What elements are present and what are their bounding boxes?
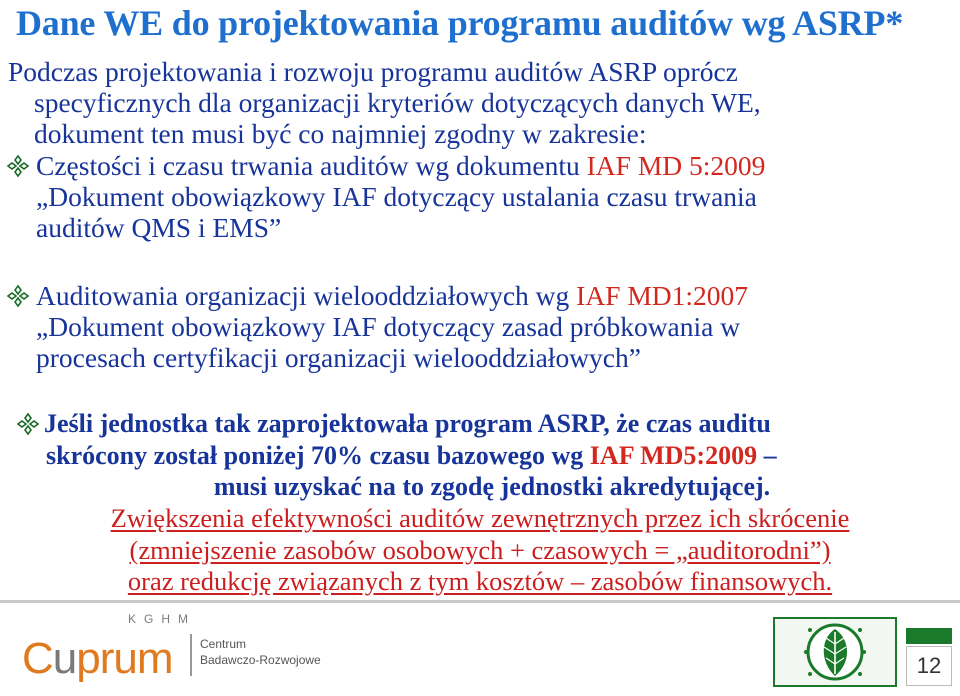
bullet-audit-duration [0,150,950,243]
intro-paragraph [8,56,948,149]
bullet-3-line-1: Jeśli jednostka tak zaprojektowała program ASRP, że czas auditu [44,409,771,438]
bullet-2-line-3: procesach certyfikacji organizacji wielooddziałowych” [36,342,641,373]
bullet-2-text: Auditowania organizacji wielooddziałowych wg [36,280,577,311]
centrum-line-2: Badawczo-Rozwojowe [200,653,321,667]
bullet-1-line-3: auditów QMS i EMS” [36,212,282,243]
bullet-2-ref: IAF MD1:2007 [576,280,749,311]
closing-line-1: Zwiększenia efektywności auditów zewnętrznych przez ich skrócenie [110,503,850,533]
intro-line-1: Podczas projektowania i rozwoju programu auditów ASRP oprócz [8,56,738,87]
cuprum-rest: prum [76,634,173,683]
slide-title: Dane WE do projektowania programu auditów wg ASRP* [16,3,904,43]
bullet-1-ref: IAF MD 5:2009 [586,150,766,181]
bullet-3-dash: – [757,440,777,470]
diamond-bullet-icon [16,412,40,436]
footer-divider [0,600,960,603]
closing-line-2: (zmniejszenie zasobów osobowych + czasowych = „auditorodni”) [129,534,831,565]
kghm-wordmark: KGHM [128,612,196,626]
cuprum-letter-c: C [22,634,53,683]
centrum-label [200,636,321,668]
cuprum-letter-u: u [52,634,77,683]
accreditation-badge-icon [770,614,900,690]
bullet-3-line-2: skrócony został poniżej 70% czasu bazowego wg [46,440,590,470]
logo-separator [190,634,192,676]
bullet-1-text: Częstości i czasu trwania auditów wg dokumentu [36,150,587,181]
cuprum-wordmark [22,634,173,684]
centrum-line-1: Centrum [200,637,247,651]
closing-line-3: oraz redukcję związanych z tym kosztów – zasobów finansowych. [127,566,833,596]
bullet-multisite [0,280,950,373]
intro-line-2: specyficznych dla organizacji kryteriów dotyczących danych WE, [34,87,761,118]
page-number: 12 [906,646,952,686]
bullet-3-ref: IAF MD5:2009 [589,440,758,470]
bullet-approval [0,408,950,503]
closing-statement [0,503,960,598]
cuprum-logo [18,612,358,692]
diamond-bullet-icon [6,284,30,308]
footer-green-bar [906,628,952,644]
intro-line-3: dokument ten musi być co najmniej zgodny w zakresie: [34,118,647,149]
bullet-1-line-2: „Dokument obowiązkowy IAF dotyczący ustalania czasu trwania [36,181,757,212]
bullet-3-line-3: musi uzyskać na to zgodę jednostki akredytującej. [213,472,771,501]
bullet-2-line-2: „Dokument obowiązkowy IAF dotyczący zasad próbkowania w [36,311,741,342]
diamond-bullet-icon [6,154,30,178]
